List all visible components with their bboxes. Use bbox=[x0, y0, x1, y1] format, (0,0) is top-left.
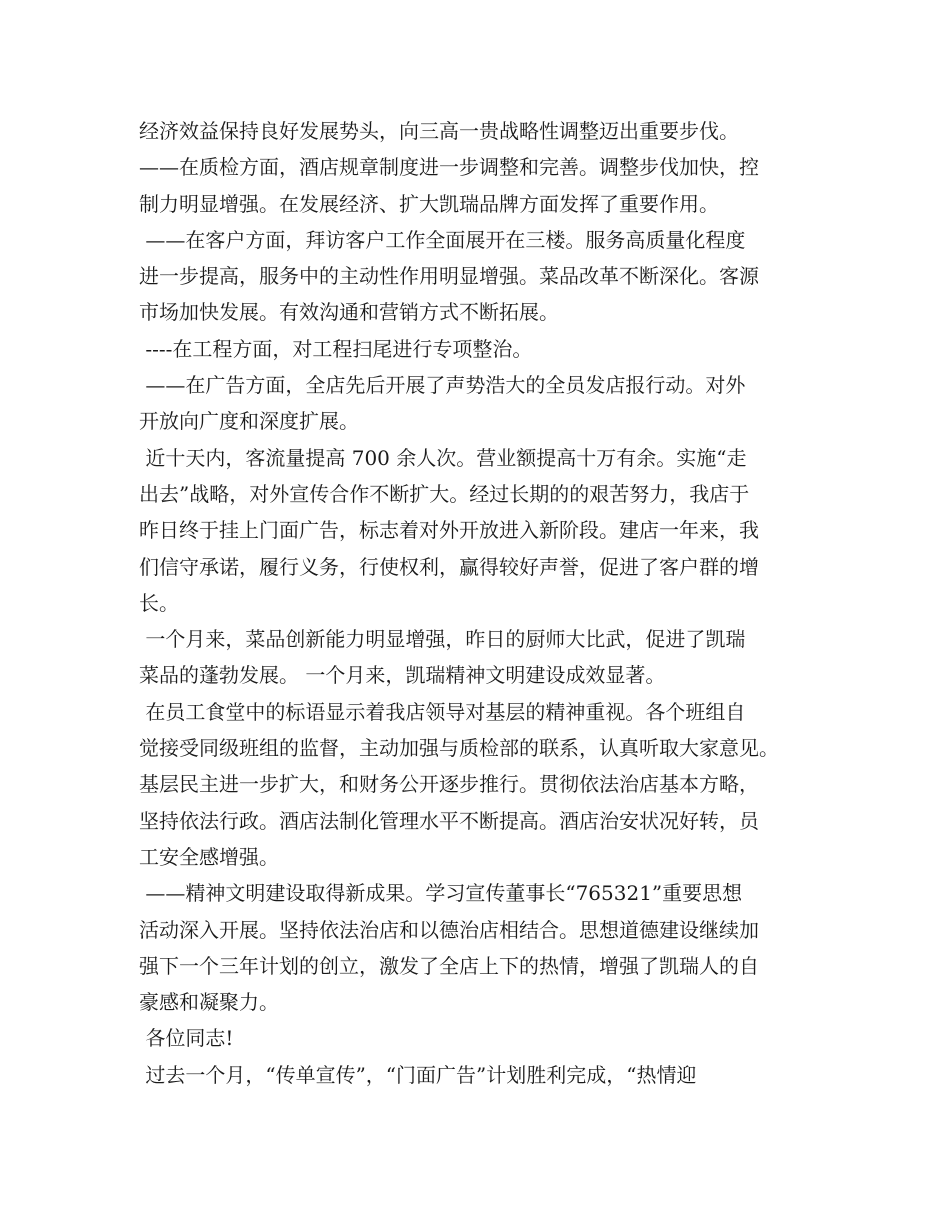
text-line: 工安全感增强。 bbox=[139, 844, 279, 869]
text-line: ——在客户方面，拜访客户工作全面展开在三楼。服务高质量化程度 bbox=[139, 227, 746, 252]
text-line: 活动深入开展。坚持依法治店和以德治店相结合。思想道德建设继续加 bbox=[139, 917, 759, 942]
text-line: 出去”战略，对外宣传合作不断扩大。经过长期的的艰苦努力，我店于 bbox=[139, 481, 750, 506]
text-line: 一个月来，菜品创新能力明显增强，昨日的厨师大比武，促进了凯瑞 bbox=[139, 627, 746, 652]
text-line: 开放向广度和深度扩展。 bbox=[139, 409, 359, 434]
text-line: ——在质检方面，酒店规章制度进一步调整和完善。调整步伐加快，控 bbox=[139, 155, 759, 180]
text-line: 觉接受同级班组的监督，主动加强与质检部的联系，认真听取大家意见。 bbox=[139, 736, 779, 761]
text-line: 在员工食堂中的标语显示着我店领导对基层的精神重视。各个班组自 bbox=[139, 699, 746, 724]
text-line: 经济效益保持良好发展势头，向三高一贵战略性调整迈出重要步伐。 bbox=[139, 119, 739, 143]
text-line: 近十天内，客流量提高 700 余人次。营业额提高十万有余。实施“走 bbox=[139, 445, 747, 470]
text-line: 基层民主进一步扩大，和财务公开逐步推行。贯彻依法治店基本方略， bbox=[139, 772, 759, 797]
text-line: 昨日终于挂上门面广告，标志着对外开放进入新阶段。建店一年来，我 bbox=[139, 518, 759, 543]
text-line: 过去一个月，“传单宣传”，“门面广告”计划胜利完成，“热情迎 bbox=[139, 1062, 697, 1087]
text-line: 们信守承诺，履行义务，行使权利，赢得较好声誉，促进了客户群的增 bbox=[139, 554, 759, 579]
text-line: 进一步提高，服务中的主动性作用明显增强。菜品改革不断深化。客源 bbox=[139, 264, 759, 289]
text-line: 制力明显增强。在发展经济、扩大凯瑞品牌方面发挥了重要作用。 bbox=[139, 191, 719, 216]
text-line: 菜品的蓬勃发展。 一个月来，凯瑞精神文明建设成效显著。 bbox=[139, 663, 666, 688]
text-line: 豪感和凝聚力。 bbox=[139, 990, 279, 1015]
text-line: 坚持依法行政。酒店法制化管理水平不断提高。酒店治安状况好转，员 bbox=[139, 808, 759, 833]
text-line: ——精神文明建设取得新成果。学习宣传董事长“765321”重要思想 bbox=[139, 881, 743, 906]
text-line: 强下一个三年计划的创立，激发了全店上下的热情，增强了凯瑞人的自 bbox=[139, 953, 759, 978]
text-line: 各位同志! bbox=[139, 1026, 234, 1051]
text-line: ——在广告方面，全店先后开展了声势浩大的全员发店报行动。对外 bbox=[139, 373, 746, 398]
document-body bbox=[139, 113, 819, 1093]
text-line: 市场加快发展。有效沟通和营销方式不断拓展。 bbox=[139, 300, 559, 325]
text-line: 长。 bbox=[139, 590, 179, 615]
text-line: ----在工程方面，对工程扫尾进行专项整治。 bbox=[139, 336, 533, 361]
